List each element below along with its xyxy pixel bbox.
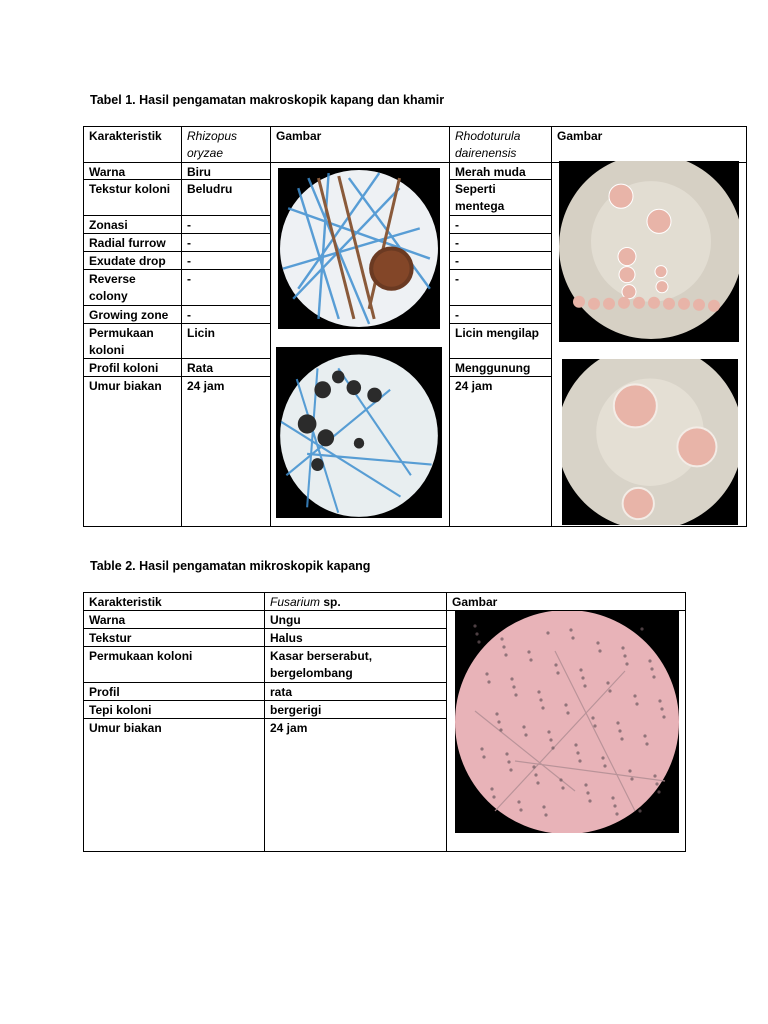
table1-row-label-line: Profil koloni	[89, 361, 159, 375]
genus-name: Fusarium	[270, 595, 321, 609]
table2-row-value-line: Kasar berserabut,	[270, 649, 373, 663]
table2-row-label-line: Tepi koloni	[89, 703, 152, 717]
table1-row-rhodotorula-value-line: -	[455, 308, 459, 322]
rhizopus-micrograph-1	[278, 168, 440, 329]
table1-row-rhizopus-value-line: Licin	[187, 326, 216, 340]
table2-row-value-line: bergelombang	[270, 666, 353, 680]
table1-row-rhodotorula-value	[449, 323, 551, 342]
table-border	[551, 126, 552, 527]
table1-header-image2	[551, 126, 746, 145]
table1-header-characteristic-line: Karakteristik	[89, 129, 162, 143]
table2-row-label	[83, 646, 264, 665]
table2-row-value	[264, 610, 446, 629]
table2-row-label	[83, 610, 264, 629]
table1-row-rhodotorula-value	[449, 269, 551, 288]
table1-header-characteristic	[83, 126, 181, 145]
table1-row-label	[83, 251, 181, 270]
table-border	[746, 126, 747, 527]
table1-header-image2-line: Gambar	[557, 129, 603, 143]
table1-row-rhodotorula-value-line: Merah muda	[455, 165, 526, 179]
table1-row-rhizopus-value-line: -	[187, 236, 191, 250]
table2-row-label	[83, 700, 264, 719]
table1-header-rhodotorula-line: Rhodoturula	[455, 129, 521, 143]
table1-row-rhodotorula-value-line: Seperti	[455, 182, 496, 196]
fusarium-micrograph	[455, 611, 679, 833]
rhodotorula-colony-image-2	[562, 359, 738, 525]
table1-row-rhizopus-value	[181, 233, 270, 252]
table2-row-value	[264, 682, 446, 701]
table1-row-rhodotorula-value-line: -	[455, 254, 459, 268]
table1-row-rhizopus-value-line: -	[187, 272, 191, 286]
table1-row-label-line: Growing zone	[89, 308, 169, 322]
table1-row-label	[83, 323, 181, 359]
table-border	[446, 592, 447, 852]
table1-row-rhodotorula-value-line: mentega	[455, 199, 505, 213]
table1-row-rhodotorula-value	[449, 305, 551, 324]
table2-header-image	[446, 592, 685, 611]
table1-row-rhizopus-value	[181, 376, 270, 395]
table2-row-value-line: 24 jam	[270, 721, 308, 735]
table2-row-label-line: Tekstur	[89, 631, 132, 645]
table1-row-rhizopus-value	[181, 179, 270, 198]
table1-row-rhizopus-value-line: -	[187, 218, 191, 232]
table1-row-rhizopus-value	[181, 305, 270, 324]
table1-row-rhizopus-value-line: Rata	[187, 361, 214, 375]
table1-row-rhodotorula-value-line: Menggunung	[455, 361, 531, 375]
table1-row-rhizopus-value-line: Beludru	[187, 182, 233, 196]
table1-row-rhizopus-value-line: -	[187, 254, 191, 268]
table2-row-value-line: Halus	[270, 631, 303, 645]
table1-row-label	[83, 215, 181, 234]
table1-header-rhizopus-line: oryzae	[187, 146, 224, 160]
table2-row-value-line: bergerigi	[270, 703, 322, 717]
table2-row-label	[83, 628, 264, 647]
table1-row-label-line: colony	[89, 289, 128, 303]
table1-row-rhodotorula-value-line: 24 jam	[455, 379, 493, 393]
table2-row-label-line: Warna	[89, 613, 126, 627]
table1-header-rhizopus-line: Rhizopus	[187, 129, 238, 143]
table1-row-rhodotorula-value	[449, 215, 551, 234]
table1-row-rhizopus-value	[181, 269, 270, 288]
table2-row-value	[264, 700, 446, 719]
table1-row-rhodotorula-value	[449, 251, 551, 270]
table2-header-characteristic	[83, 592, 264, 611]
table1-header-image1-line: Gambar	[276, 129, 322, 143]
species-suffix: sp.	[320, 595, 341, 609]
table1-row-rhizopus-value-line: 24 jam	[187, 379, 225, 393]
table1-row-label	[83, 179, 181, 198]
table2-row-label-line: Umur biakan	[89, 721, 162, 735]
table2-row-label-line: Profil	[89, 685, 120, 699]
table2-header-fusarium	[264, 592, 446, 611]
table1-row-label-line: Exudate drop	[89, 254, 166, 268]
table2-header-characteristic-line: Karakteristik	[89, 595, 162, 609]
table1-row-label-line: Umur biakan	[89, 379, 162, 393]
table1-row-rhizopus-value-line: -	[187, 308, 191, 322]
table1-row-rhizopus-value	[181, 215, 270, 234]
table2-row-value-line: rata	[270, 685, 293, 699]
table2-row-value	[264, 646, 446, 682]
table1-row-rhizopus-value	[181, 251, 270, 270]
table1-row-rhodotorula-value	[449, 179, 551, 215]
table1-row-label-line: Zonasi	[89, 218, 128, 232]
table1-row-label-line: Permukaan	[89, 326, 154, 340]
table1-row-rhizopus-value	[181, 323, 270, 342]
table2-row-label	[83, 718, 264, 737]
table1-row-rhodotorula-value	[449, 233, 551, 252]
table1-row-rhodotorula-value	[449, 376, 551, 395]
table1-row-label	[83, 305, 181, 324]
table1-header-rhodotorula-line: dairenensis	[455, 146, 517, 160]
table2-caption: Table 2. Hasil pengamatan mikroskopik kapang	[90, 559, 371, 573]
table1-row-rhodotorula-value-line: -	[455, 236, 459, 250]
table1-row-rhizopus-value	[181, 358, 270, 377]
table1-row-label	[83, 269, 181, 305]
table1-row-rhodotorula-value-line: Licin mengilap	[455, 326, 540, 340]
table1-row-label-line: koloni	[89, 343, 125, 357]
table-border	[83, 851, 686, 852]
table1-caption: Tabel 1. Hasil pengamatan makroskopik kapang dan khamir	[90, 93, 445, 107]
table2-header-image-line: Gambar	[452, 595, 498, 609]
table2-row-value-line: Ungu	[270, 613, 301, 627]
table1-header-rhodotorula	[449, 126, 551, 162]
table1-row-label-line: Radial furrow	[89, 236, 166, 250]
table1-row-rhizopus-value-line: Biru	[187, 165, 211, 179]
table-border	[270, 162, 449, 163]
table2-row-label	[83, 682, 264, 701]
table-border	[685, 592, 686, 852]
table1-header-rhizopus	[181, 126, 270, 162]
table1-header-image1	[270, 126, 449, 145]
table1-row-rhodotorula-value-line: -	[455, 218, 459, 232]
table1-row-rhodotorula-value	[449, 358, 551, 377]
table2-row-value	[264, 718, 446, 737]
table1-row-label-line: Reverse	[89, 272, 136, 286]
table1-row-label	[83, 233, 181, 252]
table-border	[270, 126, 271, 527]
table1-row-label	[83, 358, 181, 377]
rhodotorula-colony-image-1	[559, 161, 739, 342]
table1-row-label-line: Tekstur koloni	[89, 182, 171, 196]
table1-row-rhodotorula-value-line: -	[455, 272, 459, 286]
table1-row-label	[83, 376, 181, 395]
table-border	[83, 526, 747, 527]
rhizopus-micrograph-2	[276, 347, 442, 518]
table2-row-label-line: Permukaan koloni	[89, 649, 193, 663]
table1-row-label-line: Warna	[89, 165, 126, 179]
table2-row-value	[264, 628, 446, 647]
